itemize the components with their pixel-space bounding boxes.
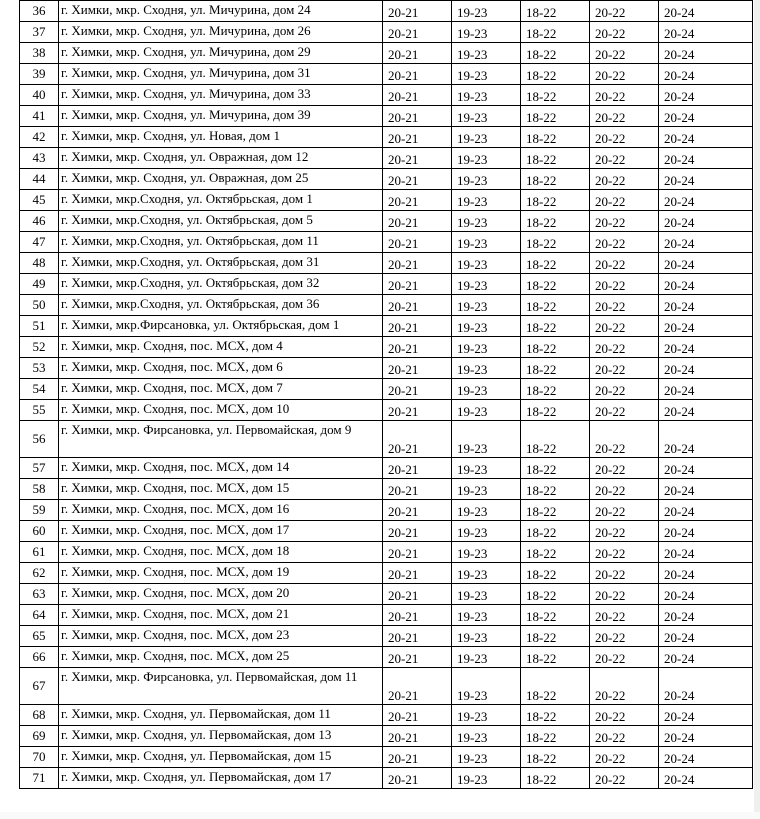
value-cell: 18-22	[521, 106, 590, 127]
table-row	[20, 1, 753, 22]
value-cell: 19-23	[452, 768, 521, 789]
row-number-cell: 68	[20, 705, 59, 726]
value-cell: 20-21	[383, 647, 452, 668]
value-cell: 18-22	[521, 148, 590, 169]
table-row	[20, 421, 753, 458]
value-cell: 18-22	[521, 668, 590, 705]
row-number-cell: 41	[20, 106, 59, 127]
value-cell: 19-23	[452, 274, 521, 295]
value-cell: 20-21	[383, 106, 452, 127]
address-cell: г. Химки, мкр. Сходня, пос. МСХ, дом 21	[59, 605, 383, 626]
value-cell: 19-23	[452, 106, 521, 127]
value-cell: 20-24	[659, 584, 753, 605]
value-cell: 20-21	[383, 85, 452, 106]
row-number-cell: 64	[20, 605, 59, 626]
value-cell: 18-22	[521, 190, 590, 211]
address-cell: г. Химки, мкр. Сходня, ул. Мичурина, дом 24	[59, 1, 383, 22]
value-cell: 20-24	[659, 253, 753, 274]
value-cell: 18-22	[521, 85, 590, 106]
value-cell: 20-22	[590, 705, 659, 726]
row-number-cell: 69	[20, 726, 59, 747]
table-row	[20, 274, 753, 295]
table-row	[20, 169, 753, 190]
value-cell: 19-23	[452, 421, 521, 458]
value-cell: 20-22	[590, 274, 659, 295]
value-cell: 19-23	[452, 521, 521, 542]
value-cell: 19-23	[452, 747, 521, 768]
address-cell: г. Химки, мкр. Сходня, пос. МСХ, дом 4	[59, 337, 383, 358]
value-cell: 20-24	[659, 726, 753, 747]
row-number-cell: 45	[20, 190, 59, 211]
horizontal-scrollbar[interactable]	[0, 812, 760, 819]
value-cell: 20-21	[383, 190, 452, 211]
value-cell: 20-22	[590, 521, 659, 542]
value-cell: 18-22	[521, 747, 590, 768]
address-cell: г. Химки, мкр. Сходня, пос. МСХ, дом 14	[59, 458, 383, 479]
value-cell: 19-23	[452, 647, 521, 668]
value-cell: 19-23	[452, 726, 521, 747]
value-cell: 19-23	[452, 458, 521, 479]
value-cell: 20-22	[590, 43, 659, 64]
value-cell: 20-21	[383, 421, 452, 458]
table-row	[20, 358, 753, 379]
value-cell: 18-22	[521, 705, 590, 726]
table-row	[20, 64, 753, 85]
row-number-cell: 54	[20, 379, 59, 400]
value-cell: 20-22	[590, 169, 659, 190]
row-number-cell: 61	[20, 542, 59, 563]
schedule-table	[19, 0, 753, 789]
value-cell: 20-24	[659, 64, 753, 85]
value-cell: 20-24	[659, 358, 753, 379]
value-cell: 18-22	[521, 542, 590, 563]
value-cell: 20-22	[590, 232, 659, 253]
row-number-cell: 48	[20, 253, 59, 274]
value-cell: 20-21	[383, 458, 452, 479]
value-cell: 20-24	[659, 605, 753, 626]
address-cell: г. Химки, мкр. Сходня, пос. МСХ, дом 19	[59, 563, 383, 584]
value-cell: 20-21	[383, 379, 452, 400]
table-row	[20, 605, 753, 626]
value-cell: 18-22	[521, 768, 590, 789]
value-cell: 20-21	[383, 521, 452, 542]
table-row	[20, 22, 753, 43]
address-cell: г. Химки, мкр. Сходня, пос. МСХ, дом 15	[59, 479, 383, 500]
value-cell: 20-24	[659, 563, 753, 584]
value-cell: 19-23	[452, 64, 521, 85]
value-cell: 19-23	[452, 626, 521, 647]
row-number-cell: 39	[20, 64, 59, 85]
table-row	[20, 479, 753, 500]
value-cell: 20-24	[659, 626, 753, 647]
address-cell: г. Химки, мкр.Сходня, ул. Октябрьская, дом 36	[59, 295, 383, 316]
value-cell: 18-22	[521, 605, 590, 626]
row-number-cell: 53	[20, 358, 59, 379]
value-cell: 20-24	[659, 43, 753, 64]
value-cell: 18-22	[521, 400, 590, 421]
row-number-cell: 38	[20, 43, 59, 64]
value-cell: 19-23	[452, 295, 521, 316]
value-cell: 19-23	[452, 85, 521, 106]
value-cell: 18-22	[521, 479, 590, 500]
value-cell: 18-22	[521, 64, 590, 85]
table-row	[20, 85, 753, 106]
value-cell: 19-23	[452, 1, 521, 22]
value-cell: 20-24	[659, 647, 753, 668]
value-cell: 19-23	[452, 337, 521, 358]
value-cell: 20-24	[659, 22, 753, 43]
table-row	[20, 400, 753, 421]
address-cell: г. Химки, мкр.Фирсановка, ул. Октябрьская, дом 1	[59, 316, 383, 337]
value-cell: 18-22	[521, 563, 590, 584]
value-cell: 19-23	[452, 563, 521, 584]
value-cell: 20-22	[590, 605, 659, 626]
value-cell: 20-21	[383, 1, 452, 22]
value-cell: 20-22	[590, 726, 659, 747]
value-cell: 20-22	[590, 479, 659, 500]
value-cell: 19-23	[452, 148, 521, 169]
value-cell: 20-21	[383, 43, 452, 64]
value-cell: 20-24	[659, 458, 753, 479]
value-cell: 20-22	[590, 85, 659, 106]
table-row	[20, 379, 753, 400]
value-cell: 20-21	[383, 211, 452, 232]
row-number-cell: 43	[20, 148, 59, 169]
value-cell: 19-23	[452, 479, 521, 500]
address-cell: г. Химки, мкр. Сходня, пос. МСХ, дом 7	[59, 379, 383, 400]
row-number-cell: 55	[20, 400, 59, 421]
row-number-cell: 60	[20, 521, 59, 542]
row-number-cell: 49	[20, 274, 59, 295]
value-cell: 20-22	[590, 584, 659, 605]
value-cell: 20-24	[659, 400, 753, 421]
value-cell: 19-23	[452, 127, 521, 148]
value-cell: 20-21	[383, 542, 452, 563]
value-cell: 20-21	[383, 64, 452, 85]
value-cell: 20-22	[590, 358, 659, 379]
table-row	[20, 726, 753, 747]
value-cell: 18-22	[521, 337, 590, 358]
value-cell: 19-23	[452, 668, 521, 705]
table-row	[20, 458, 753, 479]
address-cell: г. Химки, мкр. Сходня, пос. МСХ, дом 6	[59, 358, 383, 379]
value-cell: 18-22	[521, 358, 590, 379]
table-row	[20, 705, 753, 726]
address-cell: г. Химки, мкр. Сходня, ул. Овражная, дом 12	[59, 148, 383, 169]
row-number-cell: 57	[20, 458, 59, 479]
value-cell: 18-22	[521, 379, 590, 400]
value-cell: 20-21	[383, 22, 452, 43]
address-cell: г. Химки, мкр. Сходня, пос. МСХ, дом 18	[59, 542, 383, 563]
address-cell: г. Химки, мкр. Сходня, пос. МСХ, дом 25	[59, 647, 383, 668]
table-row	[20, 337, 753, 358]
value-cell: 20-24	[659, 316, 753, 337]
row-number-cell: 59	[20, 500, 59, 521]
address-cell: г. Химки, мкр. Сходня, ул. Первомайская, дом 11	[59, 705, 383, 726]
value-cell: 20-21	[383, 400, 452, 421]
value-cell: 20-24	[659, 127, 753, 148]
address-cell: г. Химки, мкр. Фирсановка, ул. Первомайская, дом 11	[59, 668, 383, 705]
value-cell: 19-23	[452, 358, 521, 379]
value-cell: 20-21	[383, 584, 452, 605]
value-cell: 18-22	[521, 1, 590, 22]
row-number-cell: 58	[20, 479, 59, 500]
table-row	[20, 563, 753, 584]
table-row	[20, 127, 753, 148]
table-row	[20, 295, 753, 316]
value-cell: 20-22	[590, 626, 659, 647]
value-cell: 18-22	[521, 295, 590, 316]
value-cell: 19-23	[452, 500, 521, 521]
row-number-cell: 62	[20, 563, 59, 584]
address-cell: г. Химки, мкр.Сходня, ул. Октябрьская, дом 1	[59, 190, 383, 211]
value-cell: 19-23	[452, 211, 521, 232]
value-cell: 20-24	[659, 768, 753, 789]
value-cell: 19-23	[452, 253, 521, 274]
value-cell: 20-21	[383, 337, 452, 358]
value-cell: 20-22	[590, 190, 659, 211]
table-body	[20, 1, 753, 789]
value-cell: 20-24	[659, 169, 753, 190]
value-cell: 20-22	[590, 295, 659, 316]
value-cell: 18-22	[521, 169, 590, 190]
value-cell: 19-23	[452, 605, 521, 626]
value-cell: 18-22	[521, 584, 590, 605]
row-number-cell: 56	[20, 421, 59, 458]
row-number-cell: 37	[20, 22, 59, 43]
value-cell: 18-22	[521, 232, 590, 253]
address-cell: г. Химки, мкр. Сходня, ул. Новая, дом 1	[59, 127, 383, 148]
value-cell: 20-24	[659, 521, 753, 542]
value-cell: 18-22	[521, 626, 590, 647]
value-cell: 19-23	[452, 400, 521, 421]
table-row	[20, 316, 753, 337]
value-cell: 19-23	[452, 316, 521, 337]
value-cell: 20-21	[383, 747, 452, 768]
address-cell: г. Химки, мкр. Сходня, пос. МСХ, дом 17	[59, 521, 383, 542]
value-cell: 20-22	[590, 421, 659, 458]
value-cell: 20-24	[659, 274, 753, 295]
value-cell: 20-21	[383, 295, 452, 316]
value-cell: 18-22	[521, 253, 590, 274]
table-row	[20, 232, 753, 253]
address-cell: г. Химки, мкр. Сходня, ул. Первомайская, дом 17	[59, 768, 383, 789]
address-cell: г. Химки, мкр.Сходня, ул. Октябрьская, дом 31	[59, 253, 383, 274]
value-cell: 20-22	[590, 64, 659, 85]
value-cell: 20-24	[659, 500, 753, 521]
value-cell: 19-23	[452, 190, 521, 211]
value-cell: 18-22	[521, 521, 590, 542]
value-cell: 20-21	[383, 232, 452, 253]
value-cell: 20-22	[590, 768, 659, 789]
table-row	[20, 253, 753, 274]
value-cell: 20-24	[659, 148, 753, 169]
value-cell: 19-23	[452, 169, 521, 190]
value-cell: 20-22	[590, 337, 659, 358]
value-cell: 19-23	[452, 542, 521, 563]
value-cell: 18-22	[521, 726, 590, 747]
value-cell: 20-21	[383, 768, 452, 789]
value-cell: 18-22	[521, 316, 590, 337]
value-cell: 20-21	[383, 563, 452, 584]
address-cell: г. Химки, мкр. Фирсановка, ул. Первомайская, дом 9	[59, 421, 383, 458]
value-cell: 19-23	[452, 232, 521, 253]
value-cell: 20-22	[590, 400, 659, 421]
value-cell: 20-22	[590, 211, 659, 232]
value-cell: 20-21	[383, 479, 452, 500]
value-cell: 20-22	[590, 1, 659, 22]
vertical-scrollbar[interactable]	[754, 0, 760, 819]
value-cell: 20-21	[383, 626, 452, 647]
table-row	[20, 148, 753, 169]
table-row	[20, 43, 753, 64]
table-row	[20, 668, 753, 705]
value-cell: 18-22	[521, 500, 590, 521]
row-number-cell: 47	[20, 232, 59, 253]
table-row	[20, 626, 753, 647]
row-number-cell: 66	[20, 647, 59, 668]
row-number-cell: 63	[20, 584, 59, 605]
value-cell: 20-21	[383, 127, 452, 148]
value-cell: 20-24	[659, 479, 753, 500]
row-number-cell: 65	[20, 626, 59, 647]
value-cell: 20-24	[659, 190, 753, 211]
value-cell: 20-22	[590, 747, 659, 768]
address-cell: г. Химки, мкр. Сходня, ул. Мичурина, дом 29	[59, 43, 383, 64]
table-row	[20, 584, 753, 605]
value-cell: 20-22	[590, 253, 659, 274]
value-cell: 20-24	[659, 295, 753, 316]
table-row	[20, 768, 753, 789]
value-cell: 20-22	[590, 542, 659, 563]
row-number-cell: 51	[20, 316, 59, 337]
table-row	[20, 521, 753, 542]
row-number-cell: 71	[20, 768, 59, 789]
value-cell: 20-21	[383, 605, 452, 626]
address-cell: г. Химки, мкр.Сходня, ул. Октябрьская, дом 32	[59, 274, 383, 295]
address-cell: г. Химки, мкр. Сходня, ул. Первомайская, дом 13	[59, 726, 383, 747]
address-cell: г. Химки, мкр. Сходня, ул. Мичурина, дом 33	[59, 85, 383, 106]
row-number-cell: 40	[20, 85, 59, 106]
value-cell: 18-22	[521, 458, 590, 479]
address-cell: г. Химки, мкр. Сходня, ул. Мичурина, дом 31	[59, 64, 383, 85]
address-cell: г. Химки, мкр. Сходня, ул. Первомайская, дом 15	[59, 747, 383, 768]
row-number-cell: 42	[20, 127, 59, 148]
address-cell: г. Химки, мкр. Сходня, пос. МСХ, дом 23	[59, 626, 383, 647]
value-cell: 18-22	[521, 274, 590, 295]
value-cell: 19-23	[452, 43, 521, 64]
address-cell: г. Химки, мкр. Сходня, ул. Мичурина, дом 39	[59, 106, 383, 127]
value-cell: 20-21	[383, 500, 452, 521]
address-cell: г. Химки, мкр. Сходня, пос. МСХ, дом 16	[59, 500, 383, 521]
row-number-cell: 50	[20, 295, 59, 316]
address-cell: г. Химки, мкр.Сходня, ул. Октябрьская, дом 5	[59, 211, 383, 232]
value-cell: 20-21	[383, 253, 452, 274]
value-cell: 20-22	[590, 106, 659, 127]
value-cell: 20-22	[590, 500, 659, 521]
address-cell: г. Химки, мкр. Сходня, ул. Овражная, дом 25	[59, 169, 383, 190]
table-row	[20, 647, 753, 668]
value-cell: 20-24	[659, 337, 753, 358]
table-row	[20, 747, 753, 768]
value-cell: 19-23	[452, 584, 521, 605]
address-cell: г. Химки, мкр. Сходня, пос. МСХ, дом 20	[59, 584, 383, 605]
value-cell: 19-23	[452, 22, 521, 43]
table-row	[20, 211, 753, 232]
row-number-cell: 52	[20, 337, 59, 358]
value-cell: 18-22	[521, 43, 590, 64]
table-row	[20, 190, 753, 211]
value-cell: 20-22	[590, 22, 659, 43]
value-cell: 20-21	[383, 358, 452, 379]
value-cell: 20-21	[383, 169, 452, 190]
value-cell: 20-22	[590, 127, 659, 148]
row-number-cell: 70	[20, 747, 59, 768]
value-cell: 20-21	[383, 274, 452, 295]
address-cell: г. Химки, мкр.Сходня, ул. Октябрьская, дом 11	[59, 232, 383, 253]
row-number-cell: 36	[20, 1, 59, 22]
value-cell: 18-22	[521, 127, 590, 148]
value-cell: 20-22	[590, 316, 659, 337]
value-cell: 20-24	[659, 542, 753, 563]
value-cell: 20-24	[659, 747, 753, 768]
value-cell: 20-21	[383, 316, 452, 337]
row-number-cell: 67	[20, 668, 59, 705]
table-row	[20, 106, 753, 127]
value-cell: 18-22	[521, 22, 590, 43]
document-table-container	[19, 0, 754, 812]
value-cell: 20-24	[659, 85, 753, 106]
value-cell: 19-23	[452, 379, 521, 400]
value-cell: 20-21	[383, 668, 452, 705]
value-cell: 20-24	[659, 232, 753, 253]
address-cell: г. Химки, мкр. Сходня, ул. Мичурина, дом 26	[59, 22, 383, 43]
value-cell: 20-22	[590, 647, 659, 668]
table-row	[20, 500, 753, 521]
value-cell: 20-24	[659, 106, 753, 127]
row-number-cell: 44	[20, 169, 59, 190]
value-cell: 20-24	[659, 421, 753, 458]
value-cell: 20-22	[590, 563, 659, 584]
value-cell: 20-24	[659, 668, 753, 705]
value-cell: 20-22	[590, 148, 659, 169]
value-cell: 20-22	[590, 458, 659, 479]
value-cell: 20-24	[659, 211, 753, 232]
value-cell: 20-21	[383, 726, 452, 747]
value-cell: 18-22	[521, 211, 590, 232]
value-cell: 18-22	[521, 421, 590, 458]
value-cell: 20-22	[590, 668, 659, 705]
table-row	[20, 542, 753, 563]
address-cell: г. Химки, мкр. Сходня, пос. МСХ, дом 10	[59, 400, 383, 421]
row-number-cell: 46	[20, 211, 59, 232]
value-cell: 20-21	[383, 705, 452, 726]
value-cell: 18-22	[521, 647, 590, 668]
value-cell: 19-23	[452, 705, 521, 726]
value-cell: 20-22	[590, 379, 659, 400]
value-cell: 20-21	[383, 148, 452, 169]
value-cell: 20-24	[659, 1, 753, 22]
value-cell: 20-24	[659, 705, 753, 726]
value-cell: 20-24	[659, 379, 753, 400]
